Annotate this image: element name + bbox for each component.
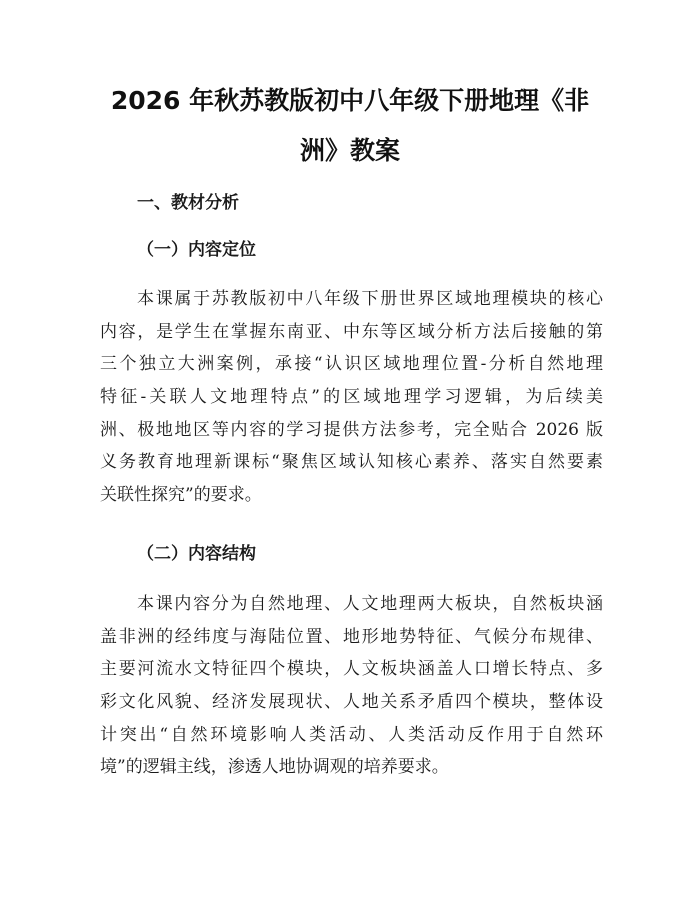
paragraph-line: 义务教育地理新课标“聚焦区域认知核心素养、落实自然要素 bbox=[100, 452, 603, 473]
paragraph-line: 本课属于苏教版初中八年级下册世界区域地理模块的核心 bbox=[137, 289, 603, 309]
paragraph-line: 主要河流水文特征四个模块，人文板块涵盖人口增长特点、多 bbox=[100, 659, 603, 680]
subsection-heading-content-positioning: （一）内容定位 bbox=[137, 240, 256, 260]
subsection-heading-content-structure: （二）内容结构 bbox=[137, 544, 256, 564]
paragraph-line: 特征-关联人文地理特点”的区域地理学习逻辑，为后续美 bbox=[100, 387, 603, 408]
paragraph-line: 关联性探究”的要求。 bbox=[100, 485, 262, 506]
paragraph-line: 境”的逻辑主线，渗透人地协调观的培养要求。 bbox=[100, 757, 449, 778]
paragraph-line: 内容，是学生在掌握东南亚、中东等区域分析方法后接触的第 bbox=[100, 321, 603, 342]
paragraph-content-structure bbox=[100, 588, 603, 784]
paragraph-line: 盖非洲的经纬度与海陆位置、地形地势特征、气候分布规律、 bbox=[100, 626, 603, 647]
paragraph-line: 洲、极地地区等内容的学习提供方法参考，完全贴合 2026 版 bbox=[100, 419, 603, 440]
document-title-line-2: 洲》教案 bbox=[299, 136, 400, 165]
section-heading-textbook-analysis: 一、教材分析 bbox=[137, 193, 239, 213]
paragraph-line: 三个独立大洲案例，承接“认识区域地理位置-分析自然地理 bbox=[100, 354, 603, 375]
paragraph-line: 本课内容分为自然地理、人文地理两大板块，自然板块涵 bbox=[137, 594, 603, 614]
document-title-line-1: 2026 年秋苏教版初中八年级下册地理《非 bbox=[110, 86, 590, 115]
paragraph-content-positioning bbox=[100, 283, 603, 512]
paragraph-line: 计突出“自然环境影响人类活动、人类活动反作用于自然环 bbox=[100, 724, 603, 745]
paragraph-line: 彩文化风貌、经济发展现状、人地关系矛盾四个模块，整体设 bbox=[100, 692, 603, 713]
